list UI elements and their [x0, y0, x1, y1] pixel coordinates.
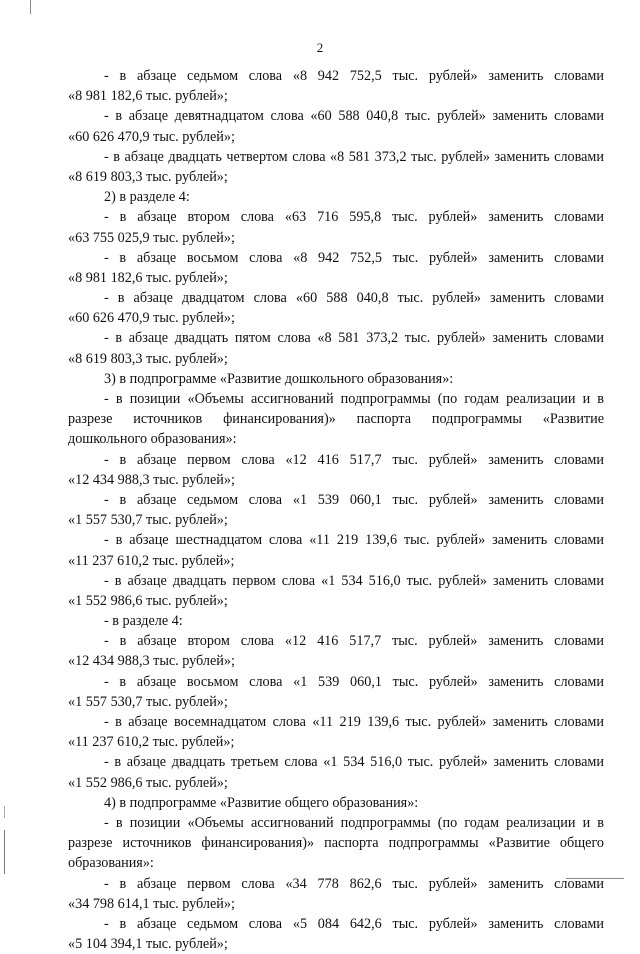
- text-line: «8 981 182,6 тыс. рублей»;: [68, 88, 228, 105]
- text-line: - в абзаце двадцать третьем слова «1 534 516,0 тыс. рублей» заменить словами: [104, 754, 604, 771]
- text-line: «11 237 610,2 тыс. рублей»;: [68, 734, 235, 751]
- text-line: «8 619 803,3 тыс. рублей»;: [68, 168, 228, 185]
- text-line: «1 557 530,7 тыс. рублей»;: [68, 512, 228, 529]
- text-line: - в абзаце седьмом слова «1 539 060,1 тыс. рублей» заменить словами: [104, 491, 604, 508]
- document-body: [68, 66, 604, 954]
- text-line: «8 619 803,3 тыс. рублей»;: [68, 350, 228, 367]
- text-line: - в абзаце восемнадцатом слова «11 219 139,6 тыс. рублей» заменить словами: [104, 714, 604, 730]
- text-line: - в абзаце первом слова «12 416 517,7 тыс. рублей» заменить словами: [104, 451, 604, 468]
- scan-mark: [30, 0, 32, 14]
- text-line: - в абзаце восьмом слова «8 942 752,5 тыс. рублей» заменить словами: [104, 249, 604, 266]
- text-line: - в позиции «Объемы ассигнований подпрограммы (по годам реализации и в: [104, 391, 604, 407]
- text-line: - в абзаце девятнадцатом слова «60 588 040,8 тыс. рублей» заменить словами: [104, 108, 604, 125]
- text-line: 3) в подпрограмме «Развитие дошкольного образования»:: [104, 370, 454, 387]
- text-line: - в абзаце восьмом слова «1 539 060,1 тыс. рублей» заменить словами: [104, 673, 604, 690]
- text-line: - в абзаце седьмом слова «5 084 642,6 тыс. рублей» заменить словами: [104, 915, 604, 932]
- text-line: - в разделе 4:: [104, 613, 183, 630]
- text-line: «34 798 614,1 тыс. рублей»;: [68, 895, 235, 912]
- text-line: дошкольного образования»:: [68, 431, 237, 448]
- text-line: - в абзаце шестнадцатом слова «11 219 139,6 тыс. рублей» заменить словами: [104, 532, 604, 549]
- text-line: «1 552 986,6 тыс. рублей»;: [68, 774, 228, 791]
- scan-mark: [4, 806, 6, 818]
- page-number: 2: [316, 40, 324, 55]
- scan-mark: [566, 878, 624, 880]
- text-line: «1 552 986,6 тыс. рублей»;: [68, 592, 228, 609]
- text-line: «12 434 988,3 тыс. рублей»;: [68, 653, 235, 670]
- text-line: 2) в разделе 4:: [104, 189, 190, 206]
- text-line: «5 104 394,1 тыс. рублей»;: [68, 936, 228, 953]
- text-line: - в абзаце втором слова «63 716 595,8 тыс. рублей» заменить словами: [104, 209, 604, 226]
- text-line: - в абзаце втором слова «12 416 517,7 тыс. рублей» заменить словами: [104, 633, 604, 650]
- scan-mark: [4, 830, 6, 874]
- text-line: - в абзаце первом слова «34 778 862,6 тыс. рублей» заменить словами: [104, 875, 604, 892]
- text-line: разрезе источников финансирования)» паспорта подпрограммы «Развитие: [68, 411, 604, 428]
- text-line: - в позиции «Объемы ассигнований подпрограммы (по годам реализации и в: [104, 814, 604, 831]
- text-line: разрезе источников финансирования)» паспорта подпрограммы «Развитие общего: [68, 835, 604, 852]
- text-line: «1 557 530,7 тыс. рублей»;: [68, 693, 228, 710]
- text-line: «8 981 182,6 тыс. рублей»;: [68, 269, 228, 286]
- text-line: - в абзаце двадцать первом слова «1 534 516,0 тыс. рублей» заменить словами: [104, 572, 604, 589]
- text-line: «11 237 610,2 тыс. рублей»;: [68, 552, 235, 569]
- text-line: - в абзаце двадцать четвертом слова «8 581 373,2 тыс. рублей» заменить словами: [104, 148, 604, 165]
- text-line: 4) в подпрограмме «Развитие общего образования»:: [104, 794, 419, 811]
- text-line: образования»:: [68, 855, 154, 872]
- text-line: «60 626 470,9 тыс. рублей»;: [68, 128, 235, 145]
- text-line: - в абзаце двадцать пятом слова «8 581 373,2 тыс. рублей» заменить словами: [104, 330, 604, 347]
- text-line: - в абзаце седьмом слова «8 942 752,5 тыс. рублей» заменить словами: [104, 68, 604, 84]
- text-line: «63 755 025,9 тыс. рублей»;: [68, 229, 235, 246]
- text-line: - в абзаце двадцатом слова «60 588 040,8 тыс. рублей» заменить словами: [104, 290, 604, 307]
- text-line: «12 434 988,3 тыс. рублей»;: [68, 471, 235, 488]
- text-line: «60 626 470,9 тыс. рублей»;: [68, 310, 235, 327]
